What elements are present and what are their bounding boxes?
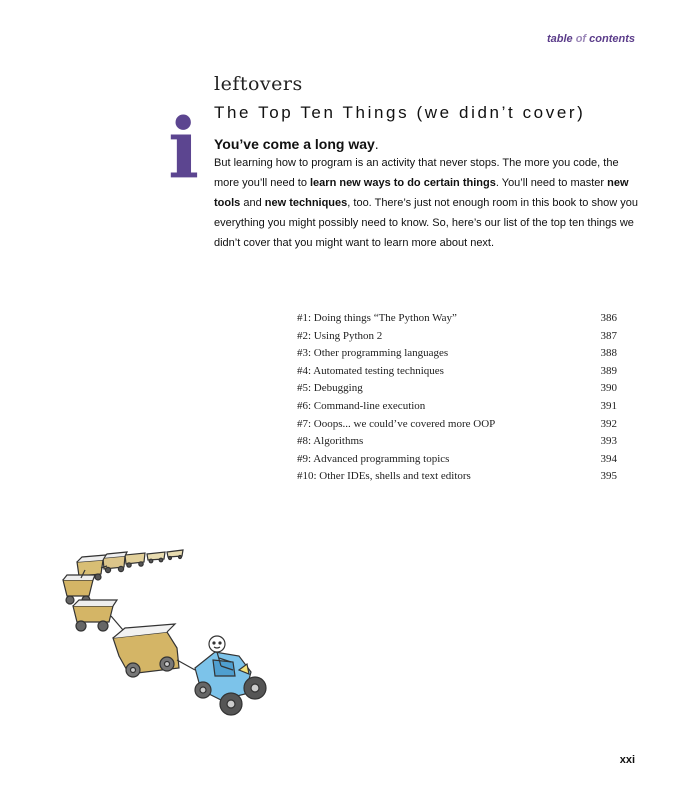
tractor-trailers-illustration [55, 540, 285, 730]
intro-text-3: and [240, 197, 265, 209]
toc-entry[interactable] [297, 416, 617, 434]
toc-entry-label: #9: Advanced programming topics [297, 452, 450, 465]
intro-text-2: . You’ll need to master [495, 177, 608, 189]
toc-entry-page: 387 [600, 329, 617, 342]
header-word-table: table [546, 33, 573, 45]
chapter-number: i [168, 101, 200, 197]
toc-entry[interactable] [297, 310, 617, 328]
toc-entry-label: #7: Ooops... we could’ve covered more OOP [297, 417, 496, 430]
toc-entry-page: 392 [600, 417, 617, 430]
header-word-contents: contents [589, 33, 635, 45]
cart-tiny-2 [147, 552, 165, 563]
page-number: xxi [619, 754, 635, 766]
toc-entry-label: #8: Algorithms [297, 435, 364, 448]
chapter-title: The Top Ten Things (we didn’t cover) [214, 103, 586, 122]
toc-entry-page: 395 [600, 470, 617, 483]
cart-tiny-1 [167, 550, 183, 560]
toc-entry-label: #5: Debugging [297, 382, 363, 395]
toc-entry[interactable] [297, 468, 617, 486]
toc-entry[interactable] [297, 363, 617, 381]
toc-entry[interactable] [297, 380, 617, 398]
toc-entry[interactable] [297, 433, 617, 451]
toc-entry[interactable] [297, 328, 617, 346]
intro-text-1: But learning how to program is an activity that never stops. The more you code, the more you’ll need to [214, 157, 619, 189]
toc-entry-page: 389 [600, 364, 617, 377]
toc-entry-label: #3: Other programming languages [297, 347, 449, 360]
intro-text-4: , too. There’s just not enough room in this book to show you everything you might possibly need to know. So, here’s our list of the top ten things we didn’t cover that you might want to learn more about next. [214, 197, 638, 249]
toc-entry-label: #2: Using Python 2 [297, 329, 383, 342]
toc-entry[interactable] [297, 398, 617, 416]
toc-entry-page: 394 [600, 452, 617, 465]
cart-large [113, 624, 195, 677]
cart-tiny-3 [125, 553, 145, 567]
toc-entry-page: 386 [600, 312, 617, 324]
toc-entry-page: 393 [600, 435, 617, 448]
intro-bold-2: new tools [214, 177, 629, 209]
toc-entry-page: 391 [600, 399, 617, 412]
toc-entry-label: #6: Command-line execution [297, 399, 426, 412]
cart-medium-1 [63, 570, 95, 604]
toc-entry-page: 388 [600, 347, 617, 360]
intro-paragraph [214, 153, 644, 253]
toc-entry-page: 390 [600, 382, 617, 395]
header-word-of: of [575, 33, 587, 45]
intro-lead-text: You’ve come a long way [214, 136, 375, 152]
toc-entry[interactable] [297, 451, 617, 469]
toc-entry-label: #1: Doing things “The Python Way” [297, 312, 457, 324]
intro-bold-1: learn new ways to do certain things [310, 177, 496, 189]
intro-bold-3: new techniques [264, 197, 348, 209]
toc-entry-label: #4: Automated testing techniques [297, 364, 444, 377]
intro-lead [214, 136, 379, 152]
running-header [547, 33, 635, 45]
cart-medium-2 [73, 600, 123, 631]
intro-lead-period: . [374, 136, 379, 152]
toc-list [297, 310, 617, 486]
toc-entry[interactable] [297, 345, 617, 363]
chapter-label: leftovers [214, 73, 303, 95]
toc-entry-label: #10: Other IDEs, shells and text editors [297, 470, 471, 483]
